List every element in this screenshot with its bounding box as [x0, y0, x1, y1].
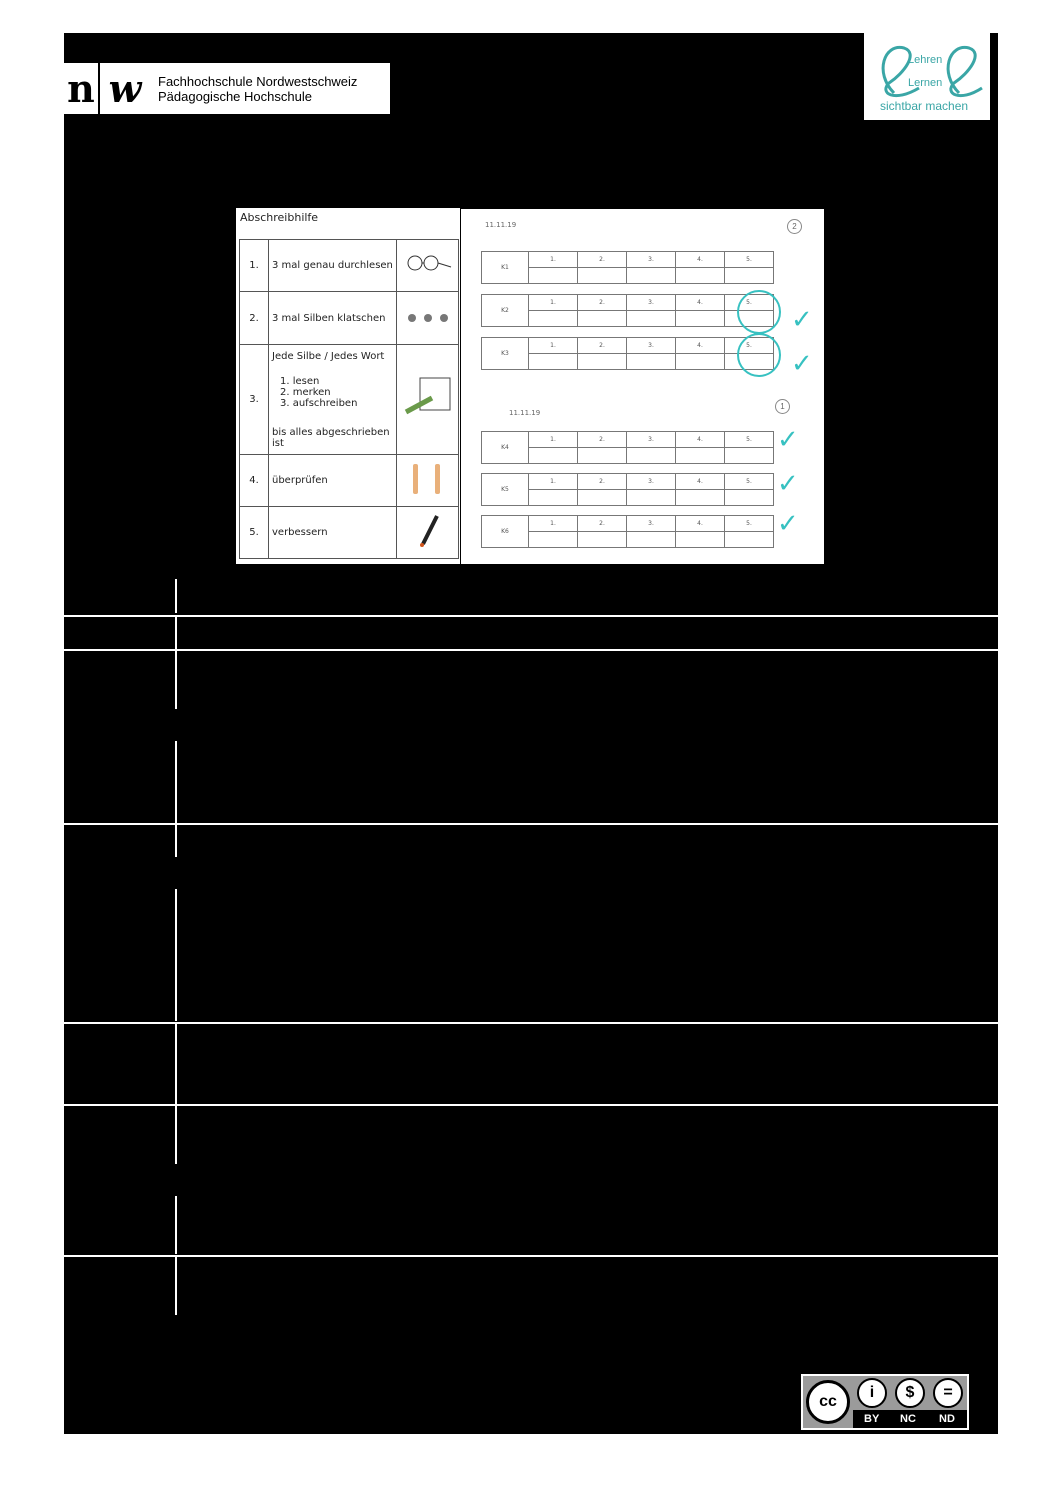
column-header: 3.	[627, 338, 676, 354]
k6-row-table	[481, 515, 774, 548]
step-footer: bis alles abgeschrieben ist	[272, 426, 390, 449]
column-header: 4.	[676, 474, 725, 490]
page-number-circle: 1	[775, 399, 790, 414]
column-header: 1.	[529, 338, 578, 354]
logo-letter-w: w	[108, 66, 142, 111]
teal-check-mark: ✓	[777, 509, 799, 539]
writing-hand-icon	[397, 345, 459, 455]
step-number: 1.	[240, 240, 269, 292]
k5-row-table	[481, 473, 774, 506]
table-column-divider	[175, 1024, 177, 1104]
step-text: 3 mal Silben klatschen	[269, 292, 397, 345]
figure-title: Abschreibhilfe	[240, 211, 319, 224]
sheet-date: 11.11.19	[485, 221, 517, 229]
check-sheet-figure	[461, 209, 824, 564]
step-text: verbessern	[269, 507, 397, 559]
table-column-divider	[175, 1106, 177, 1164]
k2-row-table	[481, 294, 774, 327]
table-row-divider	[64, 1104, 998, 1106]
table-row-divider	[64, 649, 998, 651]
row-label: K4	[482, 432, 529, 464]
institution-name: Fachhochschule Nordwestschweiz	[158, 73, 358, 89]
logo-letter-n: n	[67, 66, 95, 111]
teal-circle-mark	[737, 333, 781, 377]
column-header: 1.	[529, 474, 578, 490]
noncommercial-icon: $	[895, 1378, 925, 1408]
column-header: 2.	[578, 252, 627, 268]
lehren-lernen-logo	[864, 33, 990, 120]
teal-check-mark: ✓	[777, 425, 799, 455]
column-header: 2.	[578, 295, 627, 311]
row-label: K1	[482, 252, 529, 284]
column-header: 1.	[529, 295, 578, 311]
step-text	[269, 345, 397, 455]
column-header: 4.	[676, 432, 725, 448]
column-header: 2.	[578, 516, 627, 532]
column-header: 3.	[627, 432, 676, 448]
glasses-icon	[397, 240, 459, 292]
k1-row-table	[481, 251, 774, 284]
cc-license-badge	[801, 1374, 969, 1430]
step-row	[240, 345, 459, 455]
substep: 3. aufschreiben	[280, 397, 358, 409]
teal-check-mark: ✓	[777, 469, 799, 499]
column-header: 4.	[676, 295, 725, 311]
table-column-divider	[175, 889, 177, 1021]
column-header: 5.	[725, 252, 774, 268]
table-column-divider	[175, 617, 177, 649]
row-label: K2	[482, 295, 529, 327]
pointing-fingers-icon	[397, 455, 459, 507]
pen-icon	[397, 507, 459, 559]
step-number: 4.	[240, 455, 269, 507]
steps-table	[239, 239, 459, 559]
sheet-date: 11.11.19	[509, 409, 541, 417]
step-number: 2.	[240, 292, 269, 345]
table-row-divider	[64, 1022, 998, 1024]
column-header: 4.	[676, 252, 725, 268]
teal-circle-mark	[737, 290, 781, 334]
table-row-divider	[64, 615, 998, 617]
row-label: K6	[482, 516, 529, 548]
license-nd: ND	[939, 1413, 955, 1425]
step-text: 3 mal genau durchlesen	[269, 240, 397, 292]
institution-department: Pädagogische Hochschule	[158, 88, 312, 104]
table-row-divider	[64, 1255, 998, 1257]
column-header: 2.	[578, 338, 627, 354]
step-row	[240, 292, 459, 345]
column-header: 5.	[725, 295, 774, 311]
column-header: 2.	[578, 474, 627, 490]
column-header: 5.	[725, 338, 774, 354]
k4-row-table	[481, 431, 774, 464]
row-label: K3	[482, 338, 529, 370]
step-heading: Jede Silbe / Jedes Wort	[272, 350, 385, 362]
column-header: 4.	[676, 338, 725, 354]
k3-row-table	[481, 337, 774, 370]
column-header: 5.	[725, 516, 774, 532]
clapping-hands-icon	[397, 292, 459, 345]
column-header: 4.	[676, 516, 725, 532]
column-header: 1.	[529, 432, 578, 448]
license-nc: NC	[900, 1413, 916, 1425]
table-column-divider	[175, 825, 177, 857]
attribution-icon: i	[857, 1378, 887, 1408]
table-column-divider	[175, 651, 177, 709]
table-column-divider	[175, 741, 177, 823]
column-header: 2.	[578, 432, 627, 448]
document-page	[64, 33, 998, 1434]
step-row	[240, 507, 459, 559]
table-column-divider	[175, 579, 177, 613]
step-row	[240, 240, 459, 292]
teal-check-mark: ✓	[791, 349, 813, 379]
noderivatives-icon: =	[933, 1378, 963, 1408]
step-number: 3.	[240, 345, 269, 455]
license-labels	[853, 1410, 967, 1428]
fhnw-logo	[64, 63, 390, 114]
brand-word-lernen: Lernen	[908, 77, 943, 89]
license-by: BY	[864, 1413, 880, 1425]
table-column-divider	[175, 1257, 177, 1315]
brand-tagline: sichtbar machen	[880, 99, 969, 113]
row-label: K5	[482, 474, 529, 506]
table-row-divider	[64, 823, 998, 825]
column-header: 5.	[725, 432, 774, 448]
step-text: überprüfen	[269, 455, 397, 507]
substep: 2. merken	[280, 386, 331, 398]
table-column-divider	[175, 1196, 177, 1254]
page-number-circle: 2	[787, 219, 802, 234]
step-row	[240, 455, 459, 507]
abschreibhilfe-figure	[236, 208, 460, 564]
column-header: 1.	[529, 252, 578, 268]
column-header: 3.	[627, 474, 676, 490]
substep: 1. lesen	[280, 375, 320, 387]
step-number: 5.	[240, 507, 269, 559]
column-header: 1.	[529, 516, 578, 532]
teal-check-mark: ✓	[791, 305, 813, 335]
column-header: 3.	[627, 295, 676, 311]
column-header: 5.	[725, 474, 774, 490]
brand-word-lehren: Lehren	[908, 54, 943, 66]
cc-icon: cc	[806, 1380, 850, 1424]
column-header: 3.	[627, 516, 676, 532]
column-header: 3.	[627, 252, 676, 268]
